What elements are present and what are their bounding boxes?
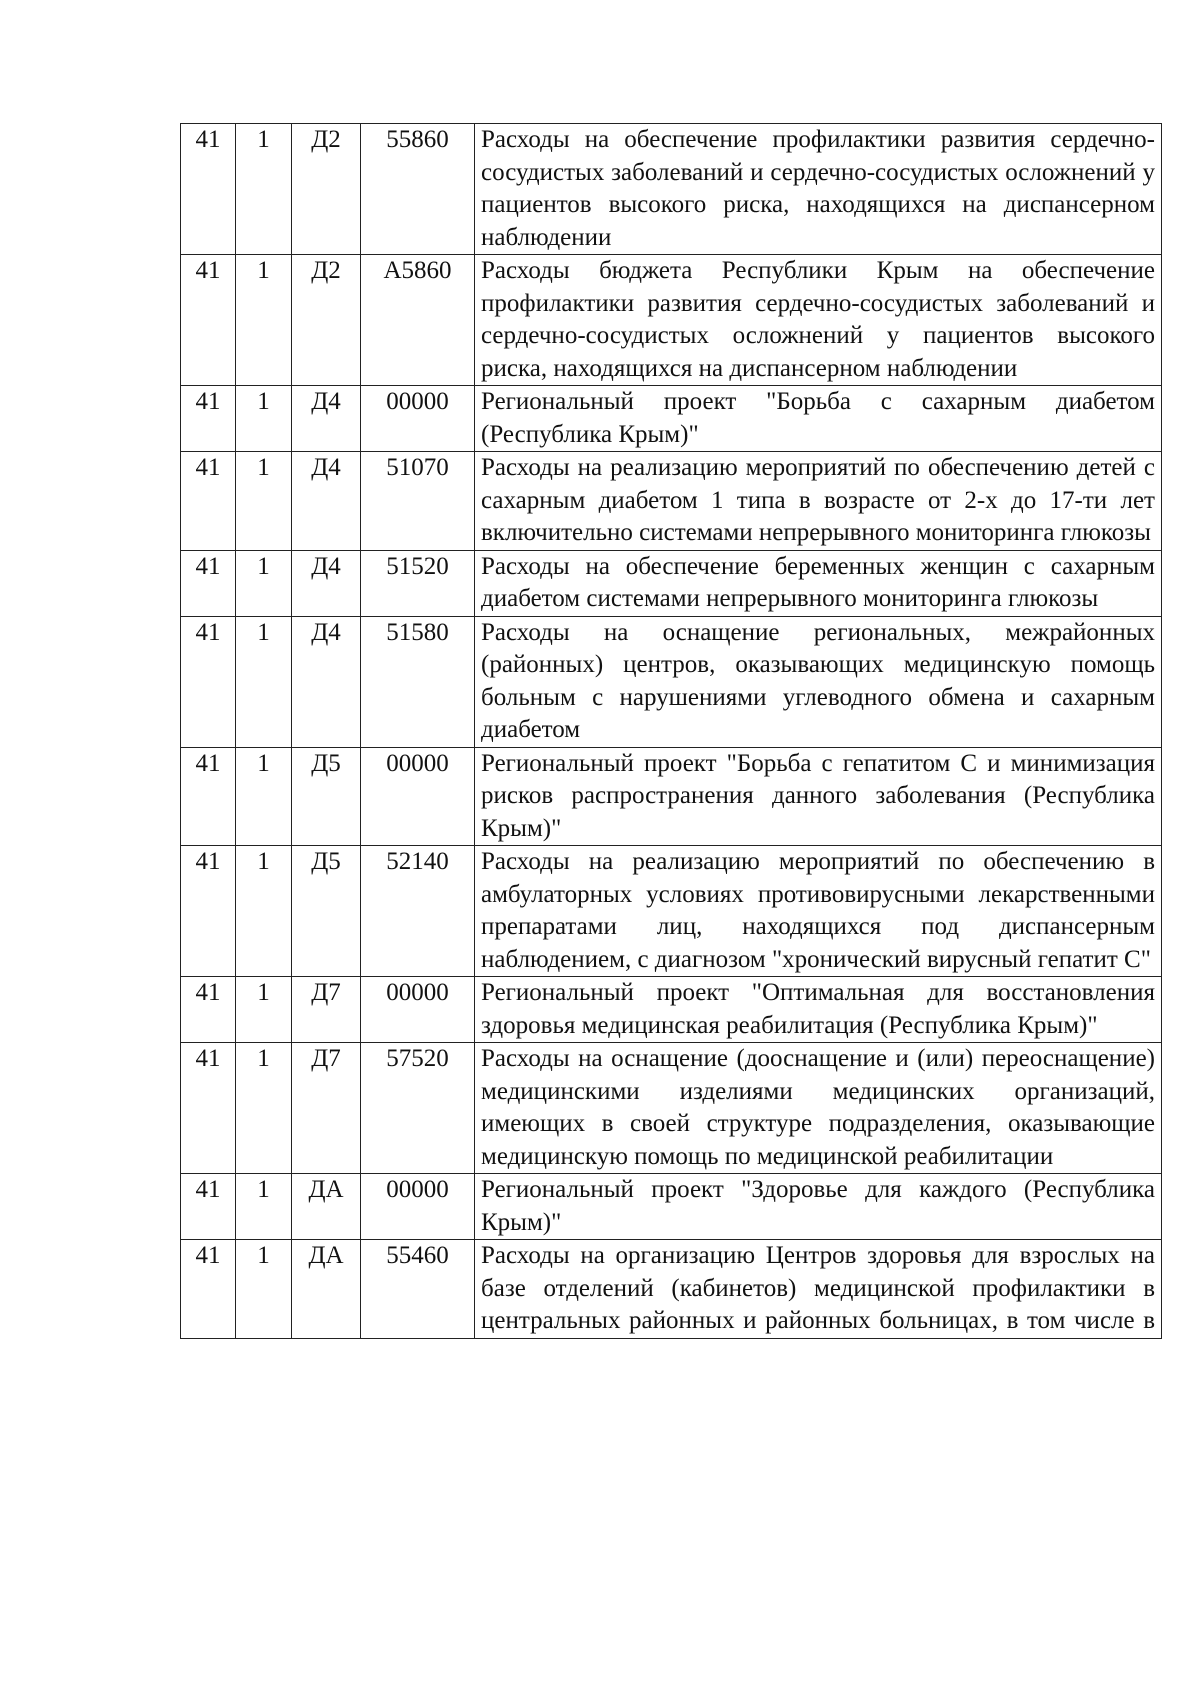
code-program-cell: Д4 [292, 550, 361, 616]
code-program-cell: ДА [292, 1174, 361, 1240]
code-subsection-cell: 1 [236, 747, 292, 846]
code-program-cell: Д4 [292, 616, 361, 747]
table-row [181, 1174, 1162, 1240]
code-subsection-cell: 1 [236, 1174, 292, 1240]
code-program-cell: Д4 [292, 452, 361, 551]
description-cell: Расходы бюджета Республики Крым на обеспечение профилактики развития сердечно-сосудистых заболеваний и сердечно-сосудистых осложнений у пациентов высокого риска, находящихся на диспансерном наблюдении [475, 255, 1162, 386]
code-section-cell: 41 [181, 1043, 236, 1174]
code-section-cell: 41 [181, 977, 236, 1043]
code-direction-cell: 55860 [361, 124, 475, 255]
code-program-cell: Д5 [292, 846, 361, 977]
description-cell: Региональный проект "Борьба с сахарным диабетом (Республика Крым)" [475, 386, 1162, 452]
code-direction-cell: 57520 [361, 1043, 475, 1174]
description-cell: Региональный проект "Борьба с гепатитом С и минимизация рисков распространения данного заболевания (Республика Крым)" [475, 747, 1162, 846]
code-direction-cell: 51580 [361, 616, 475, 747]
code-section-cell: 41 [181, 124, 236, 255]
code-direction-cell: 52140 [361, 846, 475, 977]
table-row [181, 846, 1162, 977]
description-cell: Расходы на обеспечение беременных женщин с сахарным диабетом системами непрерывного мониторинга глюкозы [475, 550, 1162, 616]
code-direction-cell: 51070 [361, 452, 475, 551]
code-program-cell: Д4 [292, 386, 361, 452]
code-section-cell: 41 [181, 1174, 236, 1240]
code-subsection-cell: 1 [236, 1043, 292, 1174]
table-row [181, 550, 1162, 616]
code-subsection-cell: 1 [236, 846, 292, 977]
code-direction-cell: 51520 [361, 550, 475, 616]
table-row [181, 747, 1162, 846]
code-subsection-cell: 1 [236, 452, 292, 551]
code-section-cell: 41 [181, 386, 236, 452]
description-cell: Региональный проект "Здоровье для каждого (Республика Крым)" [475, 1174, 1162, 1240]
code-program-cell: Д7 [292, 977, 361, 1043]
code-subsection-cell: 1 [236, 977, 292, 1043]
description-cell: Расходы на обеспечение профилактики развития сердечно-сосудистых заболеваний и сердечно-сосудистых осложнений у пациентов высокого риска, находящихся на диспансерном наблюдении [475, 124, 1162, 255]
code-subsection-cell: 1 [236, 616, 292, 747]
code-program-cell: Д2 [292, 124, 361, 255]
table-row [181, 124, 1162, 255]
code-section-cell: 41 [181, 616, 236, 747]
code-direction-cell: 00000 [361, 1174, 475, 1240]
table-row [181, 386, 1162, 452]
code-section-cell: 41 [181, 255, 236, 386]
table-row [181, 1043, 1162, 1174]
code-direction-cell: 55460 [361, 1240, 475, 1339]
description-cell: Региональный проект "Оптимальная для восстановления здоровья медицинская реабилитация (Республика Крым)" [475, 977, 1162, 1043]
code-direction-cell: 00000 [361, 386, 475, 452]
code-section-cell: 41 [181, 550, 236, 616]
code-subsection-cell: 1 [236, 255, 292, 386]
table-row [181, 255, 1162, 386]
table-row [181, 1240, 1162, 1339]
table-row [181, 977, 1162, 1043]
code-subsection-cell: 1 [236, 1240, 292, 1339]
code-subsection-cell: 1 [236, 124, 292, 255]
description-cell: Расходы на оснащение (дооснащение и (или) переоснащение) медицинскими изделиями медицинских организаций, имеющих в своей структуре подразделения, оказывающие медицинскую помощь по медицинской реабилитации [475, 1043, 1162, 1174]
code-program-cell: Д7 [292, 1043, 361, 1174]
code-subsection-cell: 1 [236, 386, 292, 452]
table-row [181, 452, 1162, 551]
code-section-cell: 41 [181, 452, 236, 551]
code-direction-cell: А5860 [361, 255, 475, 386]
code-direction-cell: 00000 [361, 977, 475, 1043]
table-row [181, 616, 1162, 747]
code-section-cell: 41 [181, 747, 236, 846]
budget-classification-table [180, 123, 1162, 1339]
code-program-cell: Д5 [292, 747, 361, 846]
description-cell: Расходы на оснащение региональных, межрайонных (районных) центров, оказывающих медицинскую помощь больным с нарушениями углеводного обмена и сахарным диабетом [475, 616, 1162, 747]
description-cell: Расходы на организацию Центров здоровья для взрослых на базе отделений (кабинетов) медицинской профилактики в центральных районных и районных больницах, в том числе в [475, 1240, 1162, 1339]
description-cell: Расходы на реализацию мероприятий по обеспечению в амбулаторных условиях противовирусными лекарственными препаратами лиц, находящихся под диспансерным наблюдением, с диагнозом "хронический вирусный гепатит С" [475, 846, 1162, 977]
code-section-cell: 41 [181, 846, 236, 977]
table-body [181, 124, 1162, 1339]
code-section-cell: 41 [181, 1240, 236, 1339]
code-program-cell: ДА [292, 1240, 361, 1339]
code-direction-cell: 00000 [361, 747, 475, 846]
code-subsection-cell: 1 [236, 550, 292, 616]
description-cell: Расходы на реализацию мероприятий по обеспечению детей с сахарным диабетом 1 типа в возрасте от 2-х до 17-ти лет включительно системами непрерывного мониторинга глюкозы [475, 452, 1162, 551]
code-program-cell: Д2 [292, 255, 361, 386]
